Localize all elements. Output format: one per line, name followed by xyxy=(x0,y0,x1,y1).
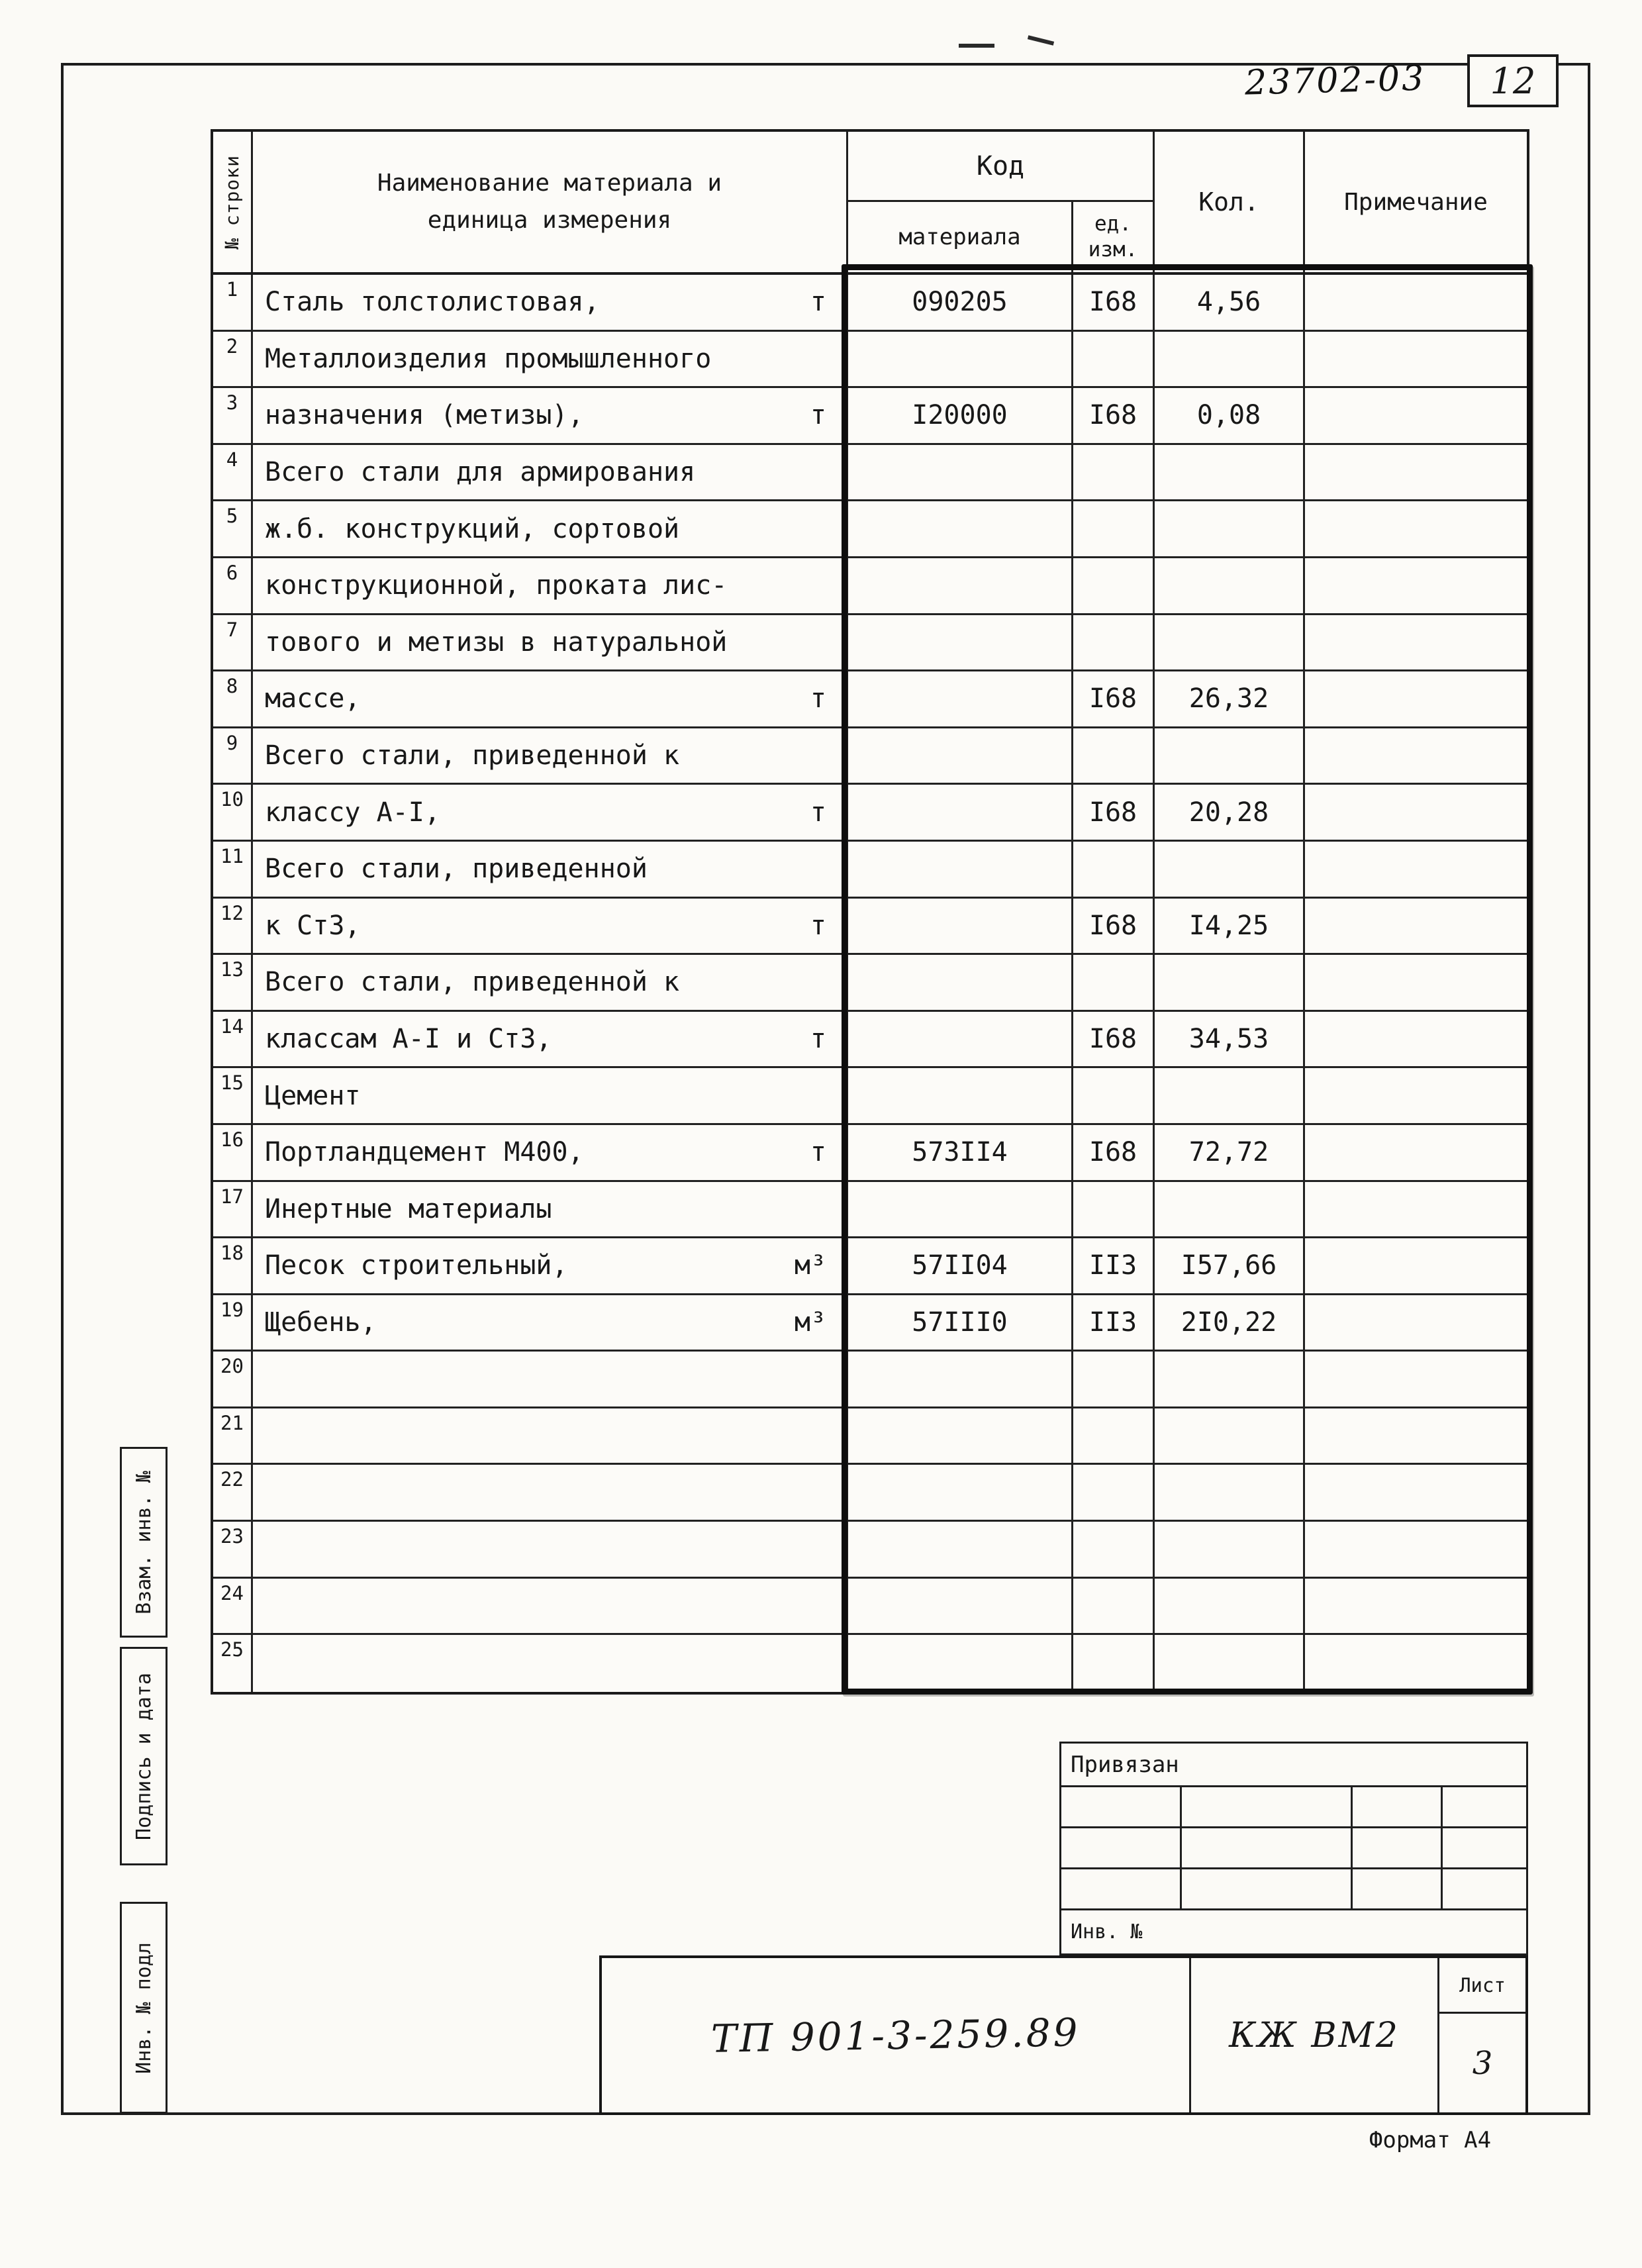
note-cell xyxy=(1305,785,1527,840)
material-unit: т xyxy=(810,287,826,318)
unit-code-cell xyxy=(1073,1352,1155,1406)
row-number: 19 xyxy=(213,1295,253,1350)
table-row xyxy=(213,1579,1527,1636)
material-name-cell xyxy=(253,1635,848,1692)
material-name-cell xyxy=(253,388,848,443)
doc-set-handwritten: КЖ ВМ2 xyxy=(1229,2015,1400,2055)
material-name-cell xyxy=(253,1295,848,1350)
frame-right-line xyxy=(1588,63,1590,2115)
margin-box-inv-podl xyxy=(120,1902,168,2114)
materials-table xyxy=(211,129,1529,1695)
table-row xyxy=(213,558,1527,615)
material-code-cell xyxy=(848,332,1073,387)
quantity-cell xyxy=(1155,1465,1305,1520)
row-number: 17 xyxy=(213,1182,253,1237)
material-code-cell xyxy=(848,785,1073,840)
table-row xyxy=(213,785,1527,842)
material-unit: м³ xyxy=(794,1250,826,1281)
quantity-cell xyxy=(1155,1352,1305,1406)
row-number: 25 xyxy=(213,1635,253,1692)
row-number: 14 xyxy=(213,1012,253,1067)
unit-code-cell xyxy=(1073,1408,1155,1463)
material-name: назначения (метизы), xyxy=(265,400,584,431)
note-cell xyxy=(1305,671,1527,726)
material-name-cell xyxy=(253,332,848,387)
row-number: 22 xyxy=(213,1465,253,1520)
material-code-cell: I20000 xyxy=(848,388,1073,443)
material-code-cell xyxy=(848,1352,1073,1406)
material-name: Всего стали, приведенной к xyxy=(265,740,680,771)
table-row xyxy=(213,1238,1527,1295)
table-row xyxy=(213,388,1527,445)
material-name: тового и метизы в натуральной xyxy=(265,626,728,658)
row-number: 2 xyxy=(213,332,253,387)
table-row xyxy=(213,1012,1527,1069)
table-row xyxy=(213,842,1527,899)
podpis-data-label: Подпись и дата xyxy=(132,1672,156,1840)
header-material-name xyxy=(253,132,848,272)
material-name-cell xyxy=(253,899,848,954)
unit-code-cell: I68 xyxy=(1073,785,1155,840)
material-code-cell xyxy=(848,1579,1073,1634)
material-name: Всего стали для армирования xyxy=(265,457,696,488)
material-name: классам А-I и Ст3, xyxy=(265,1024,552,1055)
table-row xyxy=(213,332,1527,389)
row-number: 3 xyxy=(213,388,253,443)
material-code-cell xyxy=(848,899,1073,954)
row-number: 7 xyxy=(213,615,253,670)
unit-code-cell: II3 xyxy=(1073,1238,1155,1293)
material-code-cell xyxy=(848,1522,1073,1577)
table-row xyxy=(213,275,1527,332)
row-number: 20 xyxy=(213,1352,253,1406)
unit-code-cell: I68 xyxy=(1073,1012,1155,1067)
grid-cell xyxy=(1353,1828,1443,1867)
material-code-cell: 573II4 xyxy=(848,1125,1073,1180)
material-code-cell: 090205 xyxy=(848,275,1073,330)
material-name-cell xyxy=(253,445,848,500)
table-row xyxy=(213,1635,1527,1692)
unit-code-cell: I68 xyxy=(1073,388,1155,443)
quantity-cell: 20,28 xyxy=(1155,785,1305,840)
grid-cell xyxy=(1061,1828,1182,1867)
note-cell xyxy=(1305,1182,1527,1237)
table-row xyxy=(213,1125,1527,1182)
material-name-cell xyxy=(253,728,848,783)
grid-cell xyxy=(1182,1787,1353,1826)
material-code-cell xyxy=(848,671,1073,726)
material-name: Всего стали, приведенной к xyxy=(265,967,680,998)
note-cell xyxy=(1305,445,1527,500)
quantity-cell: I57,66 xyxy=(1155,1238,1305,1293)
material-unit: т xyxy=(810,1137,826,1168)
quantity-cell xyxy=(1155,501,1305,556)
header-unit-of-measure xyxy=(1073,202,1153,272)
material-name: Щебень, xyxy=(265,1307,377,1338)
row-number: 18 xyxy=(213,1238,253,1293)
row-number: 21 xyxy=(213,1408,253,1463)
note-cell xyxy=(1305,1635,1527,1692)
note-cell xyxy=(1305,1352,1527,1406)
material-unit: т xyxy=(810,683,826,715)
material-code-cell xyxy=(848,1012,1073,1067)
grid-cell xyxy=(1061,1869,1182,1908)
quantity-cell xyxy=(1155,332,1305,387)
material-unit: т xyxy=(810,910,826,941)
quantity-cell xyxy=(1155,1182,1305,1237)
note-cell xyxy=(1305,728,1527,783)
row-number: 24 xyxy=(213,1579,253,1634)
quantity-cell xyxy=(1155,728,1305,783)
quantity-cell xyxy=(1155,842,1305,897)
unit-code-cell: I68 xyxy=(1073,899,1155,954)
privyazan-grid-row xyxy=(1061,1869,1526,1910)
material-name: к Ст3, xyxy=(265,910,361,941)
table-row xyxy=(213,728,1527,785)
material-code-cell xyxy=(848,615,1073,670)
header-code-subrow xyxy=(848,202,1153,272)
privyazan-grid-row xyxy=(1061,1787,1526,1828)
unit-code-cell xyxy=(1073,332,1155,387)
title-block-doc-set-cell xyxy=(1191,1958,1439,2112)
table-row xyxy=(213,1465,1527,1522)
table-row xyxy=(213,445,1527,502)
note-cell xyxy=(1305,1579,1527,1634)
quantity-cell xyxy=(1155,445,1305,500)
quantity-cell: 34,53 xyxy=(1155,1012,1305,1067)
material-name-cell xyxy=(253,501,848,556)
quantity-cell xyxy=(1155,1068,1305,1123)
unit-code-cell xyxy=(1073,1068,1155,1123)
page-number-box xyxy=(1467,54,1559,107)
material-code-cell xyxy=(848,1635,1073,1692)
table-row xyxy=(213,955,1527,1012)
row-number: 9 xyxy=(213,728,253,783)
row-number: 15 xyxy=(213,1068,253,1123)
row-number: 16 xyxy=(213,1125,253,1180)
material-name-cell xyxy=(253,1068,848,1123)
quantity-cell xyxy=(1155,1408,1305,1463)
note-cell xyxy=(1305,1408,1527,1463)
header-quantity: Кол. xyxy=(1155,132,1305,272)
quantity-cell: 0,08 xyxy=(1155,388,1305,443)
unit-code-cell xyxy=(1073,955,1155,1010)
doc-number-handwritten: 23702-03 xyxy=(1244,58,1426,103)
quantity-cell xyxy=(1155,1522,1305,1577)
material-code-cell xyxy=(848,1068,1073,1123)
header-name-line2: единица измерения xyxy=(427,207,672,234)
material-unit: м³ xyxy=(794,1307,826,1338)
grid-cell xyxy=(1353,1869,1443,1908)
sheet-number: 3 xyxy=(1472,2044,1493,2082)
note-cell xyxy=(1305,1068,1527,1123)
material-name: массе, xyxy=(265,683,361,715)
row-number: 4 xyxy=(213,445,253,500)
unit-code-cell: I68 xyxy=(1073,671,1155,726)
format-label: Формат А4 xyxy=(1369,2127,1492,2153)
unit-code-cell xyxy=(1073,1579,1155,1634)
table-row xyxy=(213,501,1527,558)
unit-code-cell xyxy=(1073,728,1155,783)
margin-box-podpis-data xyxy=(120,1647,168,1865)
material-name: Инертные материалы xyxy=(265,1193,552,1224)
material-code-cell xyxy=(848,842,1073,897)
note-cell xyxy=(1305,899,1527,954)
quantity-cell xyxy=(1155,1579,1305,1634)
material-name-cell xyxy=(253,1012,848,1067)
quantity-cell xyxy=(1155,1635,1305,1692)
header-note: Примечание xyxy=(1344,188,1488,216)
note-cell xyxy=(1305,1522,1527,1577)
material-name: конструкционной, проката лис- xyxy=(265,570,728,601)
quantity-cell: 2I0,22 xyxy=(1155,1295,1305,1350)
frame-left-line xyxy=(61,63,64,2115)
inv-podl-label: Инв. № подл xyxy=(132,1942,156,2074)
unit-code-cell xyxy=(1073,615,1155,670)
material-code-cell xyxy=(848,1408,1073,1463)
row-number: 23 xyxy=(213,1522,253,1577)
row-number: 11 xyxy=(213,842,253,897)
material-name: Сталь толстолистовая, xyxy=(265,287,600,318)
unit-code-cell xyxy=(1073,1182,1155,1237)
unit-code-cell xyxy=(1073,558,1155,613)
note-cell xyxy=(1305,1295,1527,1350)
margin-box-vzam-inv xyxy=(120,1447,168,1638)
quantity-cell: 4,56 xyxy=(1155,275,1305,330)
unit-code-cell xyxy=(1073,1635,1155,1692)
table-row xyxy=(213,1068,1527,1125)
material-name-cell xyxy=(253,1522,848,1577)
unit-code-cell: II3 xyxy=(1073,1295,1155,1350)
material-name-cell xyxy=(253,955,848,1010)
title-block-sheet-cell xyxy=(1439,1958,1525,2112)
unit-code-cell xyxy=(1073,1465,1155,1520)
material-code-cell xyxy=(848,1182,1073,1237)
material-name: Всего стали, приведенной xyxy=(265,854,648,885)
header-unit-line1: ед. xyxy=(1094,212,1132,236)
header-unit-line2: изм. xyxy=(1088,238,1138,262)
material-code-cell: 57III0 xyxy=(848,1295,1073,1350)
table-row xyxy=(213,1182,1527,1239)
quantity-cell: I4,25 xyxy=(1155,899,1305,954)
row-number: 1 xyxy=(213,275,253,330)
grid-cell xyxy=(1182,1869,1353,1908)
note-cell xyxy=(1305,275,1527,330)
material-name-cell xyxy=(253,785,848,840)
quantity-cell: 26,32 xyxy=(1155,671,1305,726)
material-code-cell xyxy=(848,728,1073,783)
note-cell xyxy=(1305,955,1527,1010)
row-number: 12 xyxy=(213,899,253,954)
header-code-group xyxy=(848,132,1155,272)
privyazan-label-row xyxy=(1061,1744,1526,1787)
material-name-cell xyxy=(253,842,848,897)
row-number: 8 xyxy=(213,671,253,726)
header-row-number-label: № строки xyxy=(221,154,244,250)
material-code-cell xyxy=(848,558,1073,613)
grid-cell xyxy=(1182,1828,1353,1867)
note-cell xyxy=(1305,332,1527,387)
vzam-inv-label: Взам. инв. № xyxy=(132,1470,156,1614)
header-code-label: Код xyxy=(848,132,1153,202)
material-name-cell xyxy=(253,1125,848,1180)
material-unit: т xyxy=(810,400,826,431)
material-name-cell xyxy=(253,275,848,330)
table-row xyxy=(213,1295,1527,1352)
scan-artifact xyxy=(959,44,994,48)
note-cell xyxy=(1305,388,1527,443)
doc-code-handwritten: ТП 901-3-259.89 xyxy=(710,2009,1081,2061)
note-cell xyxy=(1305,1465,1527,1520)
privyazan-grid-row xyxy=(1061,1828,1526,1869)
material-unit: т xyxy=(810,1024,826,1055)
material-unit: т xyxy=(810,797,826,828)
grid-cell xyxy=(1443,1828,1526,1867)
title-block xyxy=(599,1955,1528,2115)
grid-cell xyxy=(1443,1869,1526,1908)
unit-code-cell xyxy=(1073,1522,1155,1577)
row-number: 5 xyxy=(213,501,253,556)
sheet-label: Лист xyxy=(1439,1958,1525,2014)
table-body xyxy=(213,275,1527,1692)
unit-code-cell xyxy=(1073,501,1155,556)
material-name: Портландцемент М400, xyxy=(265,1137,584,1168)
table-row xyxy=(213,899,1527,956)
table-row xyxy=(213,1408,1527,1465)
row-number: 6 xyxy=(213,558,253,613)
unit-code-cell: I68 xyxy=(1073,1125,1155,1180)
table-row xyxy=(213,671,1527,728)
material-name-cell xyxy=(253,1352,848,1406)
material-name-cell xyxy=(253,671,848,726)
material-name: Цемент xyxy=(265,1080,361,1111)
scan-artifact xyxy=(1028,35,1054,45)
privyazan-block xyxy=(1059,1742,1528,1955)
unit-code-cell xyxy=(1073,445,1155,500)
material-code-cell xyxy=(848,955,1073,1010)
row-number: 13 xyxy=(213,955,253,1010)
material-name: ж.б. конструкций, сортовой xyxy=(265,513,680,544)
material-code-cell xyxy=(848,445,1073,500)
material-name: классу А-I, xyxy=(265,797,440,828)
material-name-cell xyxy=(253,615,848,670)
material-name-cell xyxy=(253,1465,848,1520)
quantity-cell xyxy=(1155,558,1305,613)
note-cell xyxy=(1305,1238,1527,1293)
material-name: Песок строительный, xyxy=(265,1250,568,1281)
inv-no-label: Инв. № xyxy=(1071,1920,1143,1944)
grid-cell xyxy=(1443,1787,1526,1826)
quantity-cell xyxy=(1155,955,1305,1010)
grid-cell xyxy=(1061,1787,1182,1826)
note-cell xyxy=(1305,1125,1527,1180)
material-name: Металлоизделия промышленного xyxy=(265,343,712,374)
material-name-cell xyxy=(253,1182,848,1237)
note-cell xyxy=(1305,615,1527,670)
grid-cell xyxy=(1353,1787,1443,1826)
row-number: 10 xyxy=(213,785,253,840)
table-row xyxy=(213,1522,1527,1579)
privyazan-label: Привязан xyxy=(1071,1751,1179,1778)
note-cell xyxy=(1305,1012,1527,1067)
header-row-number-col xyxy=(213,132,253,272)
unit-code-cell xyxy=(1073,842,1155,897)
material-name-cell xyxy=(253,558,848,613)
table-row xyxy=(213,615,1527,672)
note-cell xyxy=(1305,842,1527,897)
unit-code-cell: I68 xyxy=(1073,275,1155,330)
note-cell xyxy=(1305,558,1527,613)
table-header xyxy=(213,132,1527,275)
page-number: 12 xyxy=(1490,60,1536,102)
header-name-line1: Наименование материала и xyxy=(377,170,722,197)
material-name-cell xyxy=(253,1579,848,1634)
inv-no-row xyxy=(1061,1910,1526,1953)
quantity-cell: 72,72 xyxy=(1155,1125,1305,1180)
material-name-cell xyxy=(253,1408,848,1463)
material-code-cell: 57II04 xyxy=(848,1238,1073,1293)
material-code-cell xyxy=(848,501,1073,556)
material-code-cell xyxy=(848,1465,1073,1520)
material-name-cell xyxy=(253,1238,848,1293)
header-code-material: материала xyxy=(848,202,1073,272)
note-cell xyxy=(1305,501,1527,556)
title-block-doc-code-cell xyxy=(602,1958,1191,2112)
table-row xyxy=(213,1352,1527,1408)
quantity-cell xyxy=(1155,615,1305,670)
